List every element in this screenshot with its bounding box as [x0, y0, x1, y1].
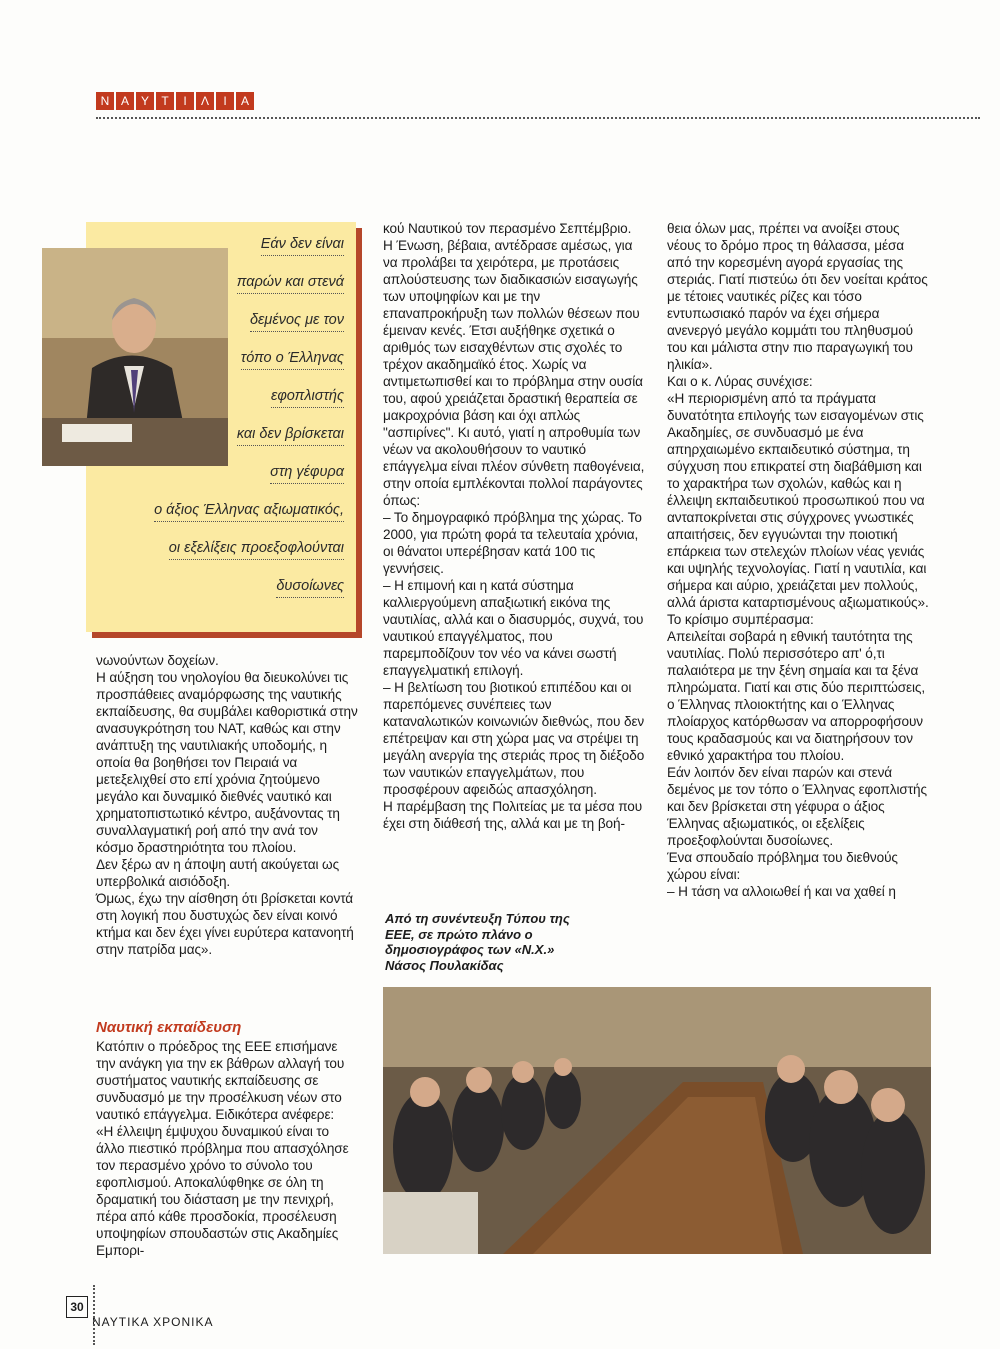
- pull-quote-line: και δεν βρίσκεται: [237, 426, 344, 446]
- pull-quote-line: δεμένος με τον: [250, 312, 344, 332]
- portrait-photo: [42, 248, 228, 466]
- pull-quote-line: παρών και στενά: [237, 274, 344, 294]
- page-number: 30: [66, 1296, 88, 1318]
- magazine-name: ΝΑΥΤΙΚΑ ΧΡΟΝΙΚΑ: [92, 1315, 214, 1329]
- pull-quote-line: στη γέφυρα: [270, 464, 344, 484]
- column-1b-text: Κατόπιν ο πρόεδρος της ΕΕΕ επισήμανε την ανάγκη για την εκ βάθρων αλλαγή του συστήματος ναυτικής εκπαίδευσης σε συνδυασμό με την προσέλκυση νέων στο ναυτικό επάγγελμα. Ειδικότερα ανέφερε: «Η έλλειψη έμψυχου δυναμικού είναι το άλλο πιεστικό πρόβλημα που απασχόλησε τον περασμένο χρόνο το σύνολο του εφοπλισμού. Αποκαλύφθηκε σε όλη τη δραματική του διάσταση με την πενιχρή, πέρα από κάθε προσδοκία, προσέλευση υποψηφίων σπουδαστών στις Ακαδημίες Εμπορι-: [96, 1039, 349, 1258]
- pull-quote-line: εφοπλιστής: [271, 388, 344, 408]
- meeting-photo: [383, 987, 931, 1254]
- portrait-illustration: [42, 248, 228, 466]
- section-letter: Α: [236, 92, 254, 110]
- section-letter: Ι: [176, 92, 194, 110]
- section-letter: Τ: [156, 92, 174, 110]
- column-3-text: θεια όλων μας, πρέπει να ανοίξει στους νέους το δρόμο προς τη θάλασσα, μέσα από την κορεσμένη αγορά εργασίας της στεριάς. Γιατί πιστεύω ότι δεν νοείται κράτος με τέτοιες ναυτικές ρίζες και τόσο εντυπωσιακό παρόν να έχει σήμερα ανενεργό μεγάλο κομμάτι του πληθυσμού του και μάλιστα στην πιο παραγωγική του ηλικία». Και ο κ. Λύρας συνέχισε: «Η περιορισμένη από τα πράγματα δυνατότητα επιλογής των εισαγομένων στις Ακαδημίες, σε συνδυασμό με ένα απηρχαιωμένο εκπαιδευτικό σύστημα, τη σύγχυση που επικρατεί στη διαβάθμιση και το χαρακτήρα των σχολών, καθώς και η έλλειψη εκπαιδευτικού προσωπικού που να ανταποκρίνεται στις σύγχρονες γνωστικές απαιτήσεις, δεν εγγυώνται την ποιοτική επάρκεια των στελεχών πλοίων νέας γενιάς και υψηλής τεχνολογίας. Γιατί η ναυτιλία, και σήμερα και αύριο, χρειάζεται μεν πολλούς, αλλά άριστα καταρτισμένους αξιωματικούς». Το κρίσιμο συμπέρασμα: Απειλείται σοβαρά η εθνική ταυτότητα της ναυτιλίας. Πολύ περισσότερο απ' ό,τι παλαιότερα με την ξένη σημαία και τα ξένα πληρώματα. Γιατί και στις δύο περιπτώσεις, ο Έλληνας πλοιοκτήτης και ο Έλληνας πλοίαρχος κατόρθωσαν να απορροφήσουν τους κραδασμούς και να διατηρήσουν τον εθνικό χαρακτήρα του πλοίου. Εάν λοιπόν δεν είναι παρών και στενά δεμένος με τον τόπο ο Έλληνας εφοπλιστής και δεν βρίσκεται στη γέφυρα ο άξιος Έλληνας αξιωματικός, οι εξελίξεις προεξοφλούνται δυσοίωνες. Ένα σπουδαίο πρόβλημα του διεθνούς χώρου είναι: – Η τάση να αλλοιωθεί ή και να χαθεί η: [667, 221, 929, 899]
- section-letter: Ι: [216, 92, 234, 110]
- pull-quote-line: δυσοίωνες: [276, 578, 344, 598]
- pull-quote-line: Εάν δεν είναι: [261, 236, 344, 256]
- column-1-text: νωνούντων δοχείων. Η αύξηση του νηολογίου θα διευκολύνει τις προσπάθειες αναμόρφωσης της ναυτικής εκπαίδευσης, θα συμβάλει καθοριστικά στην ανασυγκρότηση του ΝΑΤ, καθώς και στην ανάπτυξη της ναυτιλιακής υποδομής, η οποία θα βοηθήσει τον Πειραιά να μετεξελιχθεί στο επί χρόνια ζητούμενο μεγάλο και δυναμικό διεθνές ναυτικό και χρηματοπιστωτικό κέντρο, αυξάνοντας τη συναλλαγματική ροή από την ανά τον κόσμο δραστηριότητα του πλοίου. Δεν ξέρω αν η άποψη αυτή ακούγεται ως υπερβολικά αισιόδοξη. Όμως, έχω την αίσθηση ότι βρίσκεται κοντά στη λογική που δυστυχώς δεν είναι κοινό κτήμα και δεν έχει γίνει ευρύτερα κατανοητή στην πατρίδα μας».: [96, 653, 358, 957]
- column-2-text: κού Ναυτικού τον περασμένο Σεπτέμβριο. Η Ένωση, βέβαια, αντέδρασε αμέσως, για να προλάβει τα χειρότερα, με προτάσεις απλούστευσης των διαδικασιών εισαγωγής των υποψηφίων και με την επαναπροκήρυξη των πολλών θέσεων που έμειναν κενές. Έτσι αυξήθηκε σχετικά ο αριθμός των εισαχθέντων στις σχολές το τρέχον ακαδημαϊκό έτος. Χωρίς να αντιμετωπισθεί και το πρόβλημα στην ουσία του, αφού χρειάζεται δραστική θεραπεία σε μακροχρόνια βάση και όχι απλώς "ασπιρίνες". Κι αυτό, γιατί η απροθυμία των νέων να ακολουθήσουν το ναυτικό επάγγελμα είναι πλέον σύνθετη παθογένεια, στην οποία εμπλέκονται πολλοί παράγοντες όπως: – Το δημογραφικό πρόβλημα της χώρας. Το 2000, για πρώτη φορά τα τελευταία χρόνια, οι θάνατοι υπερέβησαν κατά 100 τις γεννήσεις. – Η επιμονή και η κατά σύστημα καλλιεργούμενη απαξιωτική εικόνα της ναυτιλίας, αλλά και ο διασυρμός, συχνά, του ναυτικού επαγγέλματος, που παρεμποδίζουν τον νέο να κάνει σωστή επαγγελματική επιλογή. – Η βελτίωση του βιοτικού επιπέδου και οι παρεπόμενες συνέπειες των καταναλωτικών κοινωνιών διεθνώς, που δεν επέτρεψαν και στη χώρα μας να στρέψει τη μεγάλη ανεργία της στεριάς προς τη διέξοδο των ναυτικών επαγγελμάτων, που προσφέρουν αφειδώς απασχόληση. Η παρέμβαση της Πολιτείας με τα μέσα που έχει στη διάθεσή της, αλλά και με τη βοή-: [383, 221, 645, 831]
- pull-quote-line: οι εξελίξεις προεξοφλούνται: [169, 540, 344, 560]
- footer-rule: [93, 1285, 95, 1345]
- pull-quote-line: τόπο ο Έλληνας: [241, 350, 344, 370]
- pull-quote-line: ο άξιος Έλληνας αξιωματικός,: [154, 502, 344, 522]
- section-letter: Λ: [196, 92, 214, 110]
- subheading: Ναυτική εκπαίδευση: [96, 1019, 242, 1036]
- section-letter: Ν: [96, 92, 114, 110]
- section-label: [96, 92, 254, 110]
- meeting-illustration: [383, 987, 931, 1254]
- section-letter: Α: [116, 92, 134, 110]
- header-rule: [96, 117, 980, 119]
- section-letter: Υ: [136, 92, 154, 110]
- photo-caption: Από τη συνέντευξη Τύπου της ΕΕΕ, σε πρώτο πλάνο ο δημοσιογράφος των «Ν.Χ.» Νάσος Πουλακίδας: [385, 911, 570, 973]
